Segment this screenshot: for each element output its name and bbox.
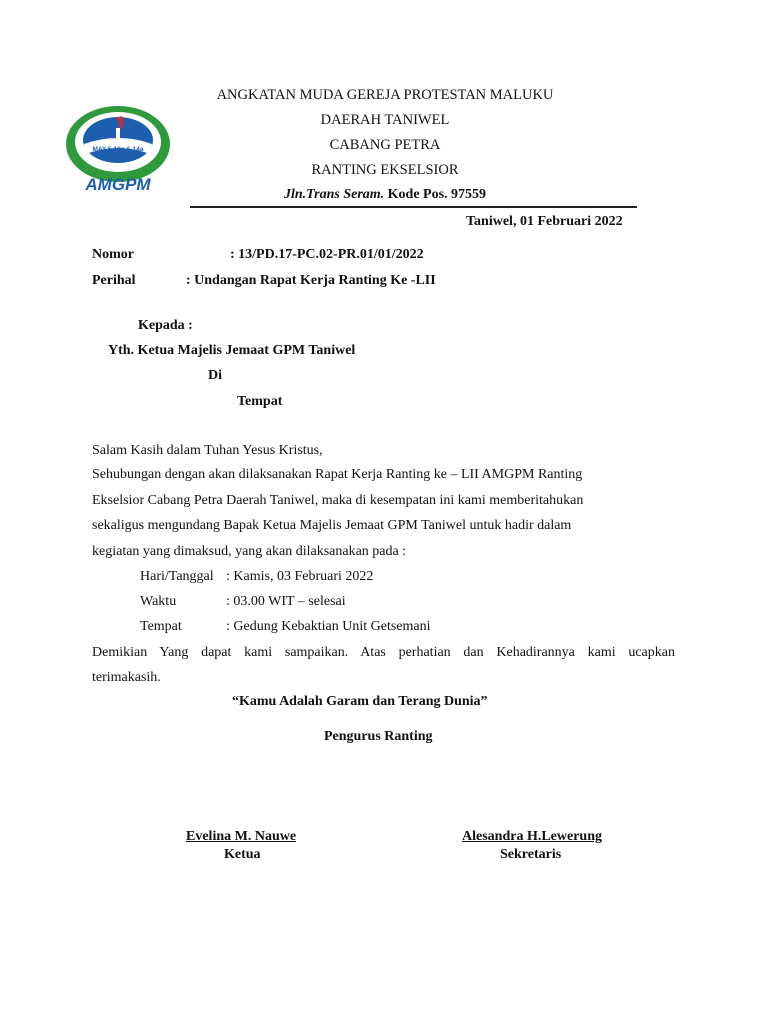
pengurus-title: Pengurus Ranting xyxy=(324,729,433,744)
nomor-value: : 13/PD.17-PC.02-PR.01/01/2022 xyxy=(230,247,424,262)
recipient-tempat: Tempat xyxy=(237,394,283,409)
motto: “Kamu Adalah Garam dan Terang Dunia” xyxy=(232,694,488,709)
org-address xyxy=(185,187,585,203)
body-line-4: kegiatan yang dimaksud, yang akan dilaksanakan pada : xyxy=(92,544,407,559)
kepada-label: Kepada : xyxy=(138,318,193,333)
letter-date: Taniwel, 01 Februari 2022 xyxy=(466,214,623,229)
recipient-di: Di xyxy=(208,368,222,383)
org-name: ANGKATAN MUDA GEREJA PROTESTAN MALUKU xyxy=(216,87,554,103)
waktu-value: : 03.00 WIT – selesai xyxy=(226,594,346,609)
signature-left-name: Evelina M. Nauwe xyxy=(186,829,297,844)
perihal-value: : Undangan Rapat Kerja Ranting Ke -LII xyxy=(186,273,436,288)
waktu-label: Waktu xyxy=(140,594,177,609)
closing-line-1: Demikian Yang dapat kami sampaikan. Atas perhatian dan Kehadirannya kami ucapkan xyxy=(92,645,675,660)
address-street: Jln.Trans Seram. xyxy=(283,187,385,202)
org-branch: CABANG PETRA xyxy=(329,137,441,153)
body-line-2: Ekselsior Cabang Petra Daerah Taniwel, maka di kesempatan ini kami memberitahukan xyxy=(92,493,584,508)
body-line-1: Sehubungan dengan akan dilaksanakan Rapat Kerja Ranting ke – LII AMGPM Ranting xyxy=(92,467,583,482)
org-ranting: RANTING EKSELSIOR xyxy=(311,162,459,178)
signature-right-name: Alesandra H.Lewerung xyxy=(462,829,602,844)
tempat-label: Tempat xyxy=(140,619,182,634)
body-line-3: sekaligus mengundang Bapak Ketua Majelis Jemaat GPM Taniwel untuk hadir dalam xyxy=(92,518,572,533)
logo-banner-text: MAY 5 13a & 14a xyxy=(92,146,144,153)
perihal-label: Perihal xyxy=(92,273,136,288)
signature-right-title: Sekretaris xyxy=(500,847,562,862)
nomor-label: Nomor xyxy=(92,247,134,262)
address-postal: Kode Pos. 97559 xyxy=(387,187,487,202)
org-region: DAERAH TANIWEL xyxy=(320,112,450,128)
closing-line-2: terimakasih. xyxy=(92,670,161,685)
signature-left-title: Ketua xyxy=(224,847,261,862)
logo-text: AMGPM xyxy=(85,175,151,194)
hari-label: Hari/Tanggal xyxy=(140,569,214,584)
hari-value: : Kamis, 03 Februari 2022 xyxy=(226,569,374,584)
header-divider xyxy=(190,206,637,208)
tempat-value: : Gedung Kebaktian Unit Getsemani xyxy=(226,619,431,634)
amgpm-logo xyxy=(62,104,174,196)
recipient-name: Yth. Ketua Majelis Jemaat GPM Taniwel xyxy=(108,343,356,358)
greeting: Salam Kasih dalam Tuhan Yesus Kristus, xyxy=(92,443,323,458)
